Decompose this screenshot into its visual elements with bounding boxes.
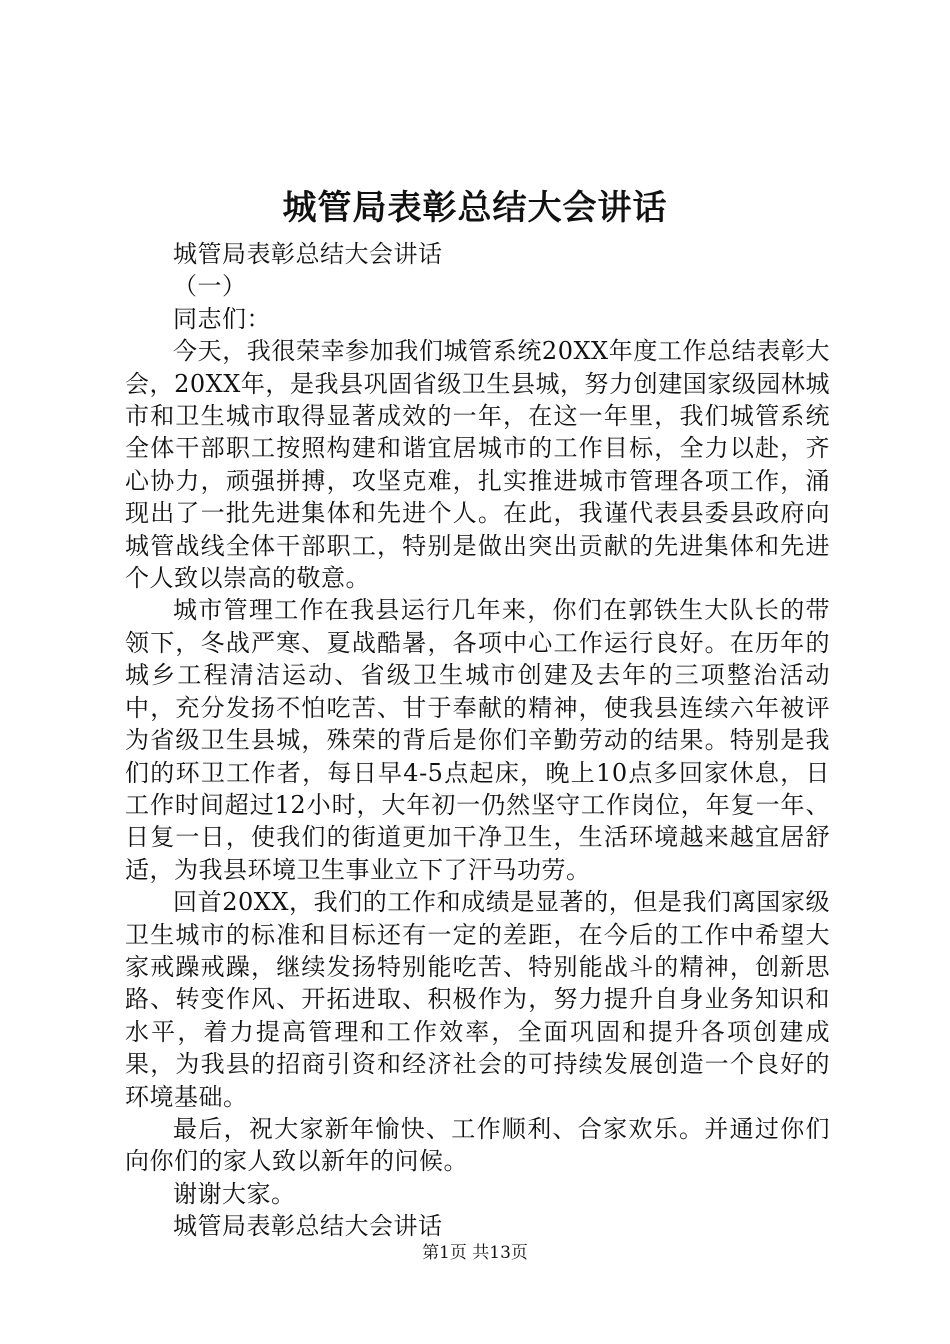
body-paragraph-3: 回首20XX，我们的工作和成绩是显著的，但是我们离国家级卫生城市的标准和目标还有一定的差距，在今后的工作中希望大家戒躁戒躁，继续发扬特别能吃苦、特别能战斗的精神，创新思路、转变作风、开拓进取、积极作为，努力提升自身业务知识和水平，着力提高管理和工作效率，全面巩固和提升各项创建成果，为我县的招商引资和经济社会的可持续发展创造一个良好的环境基础。 [125,888,830,1111]
subtitle-paragraph: 城管局表彰总结大会讲话 [173,240,443,268]
closing-paragraph: 最后，祝大家新年愉快、工作顺利、合家欢乐。并通过你们向你们的家人致以新年的问候。 [125,1114,830,1176]
page-number-footer: 第1页 共13页 [422,1243,528,1263]
thanks-paragraph: 谢谢大家。 [173,1179,296,1208]
document-title: 城管局表彰总结大会讲话 [282,188,668,228]
body-paragraph-1: 今天，我很荣幸参加我们城管系统20XX年度工作总结表彰大会，20XX年，是我县巩固省级卫生县城，努力创建国家级园林城市和卫生城市取得显著成效的一年，在这一年里，我们城管系统全体干部职工按照构建和谐宜居城市的工作目标，全力以赴，齐心协力，顽强拼搏，攻坚克难，扎实推进城市管理各项工作，涌现出了一批先进集体和先进个人。在此，我谨代表县委县政府向城管战线全体干部职工，特别是做出突出贡献的先进集体和先进个人致以崇高的敬意。 [125,337,830,593]
section-number: （一） [173,272,247,301]
body-paragraph-2: 城市管理工作在我县运行几年来，你们在郭铁生大队长的带领下，冬战严寒、夏战酷暑，各项中心工作运行良好。在历年的城乡工程清洁运动、省级卫生城市创建及去年的三项整治活动中，充分发扬不怕吃苦、甘于奉献的精神，使我县连续六年被评为省级卫生县城，殊荣的背后是你们辛勤劳动的结果。特别是我们的环卫工作者，每日早4-5点起床，晚上10点多回家休息，日工作时间超过12小时，大年初一仍然坚守工作岗位，年复一年、日复一日，使我们的街道更加干净卫生，生活环境越来越宜居舒适，为我县环境卫生事业立下了汗马功劳。 [125,596,830,884]
document-body [125,238,830,1243]
next-section-heading: 城管局表彰总结大会讲话 [173,1212,443,1241]
salutation: 同志们： [173,304,271,333]
